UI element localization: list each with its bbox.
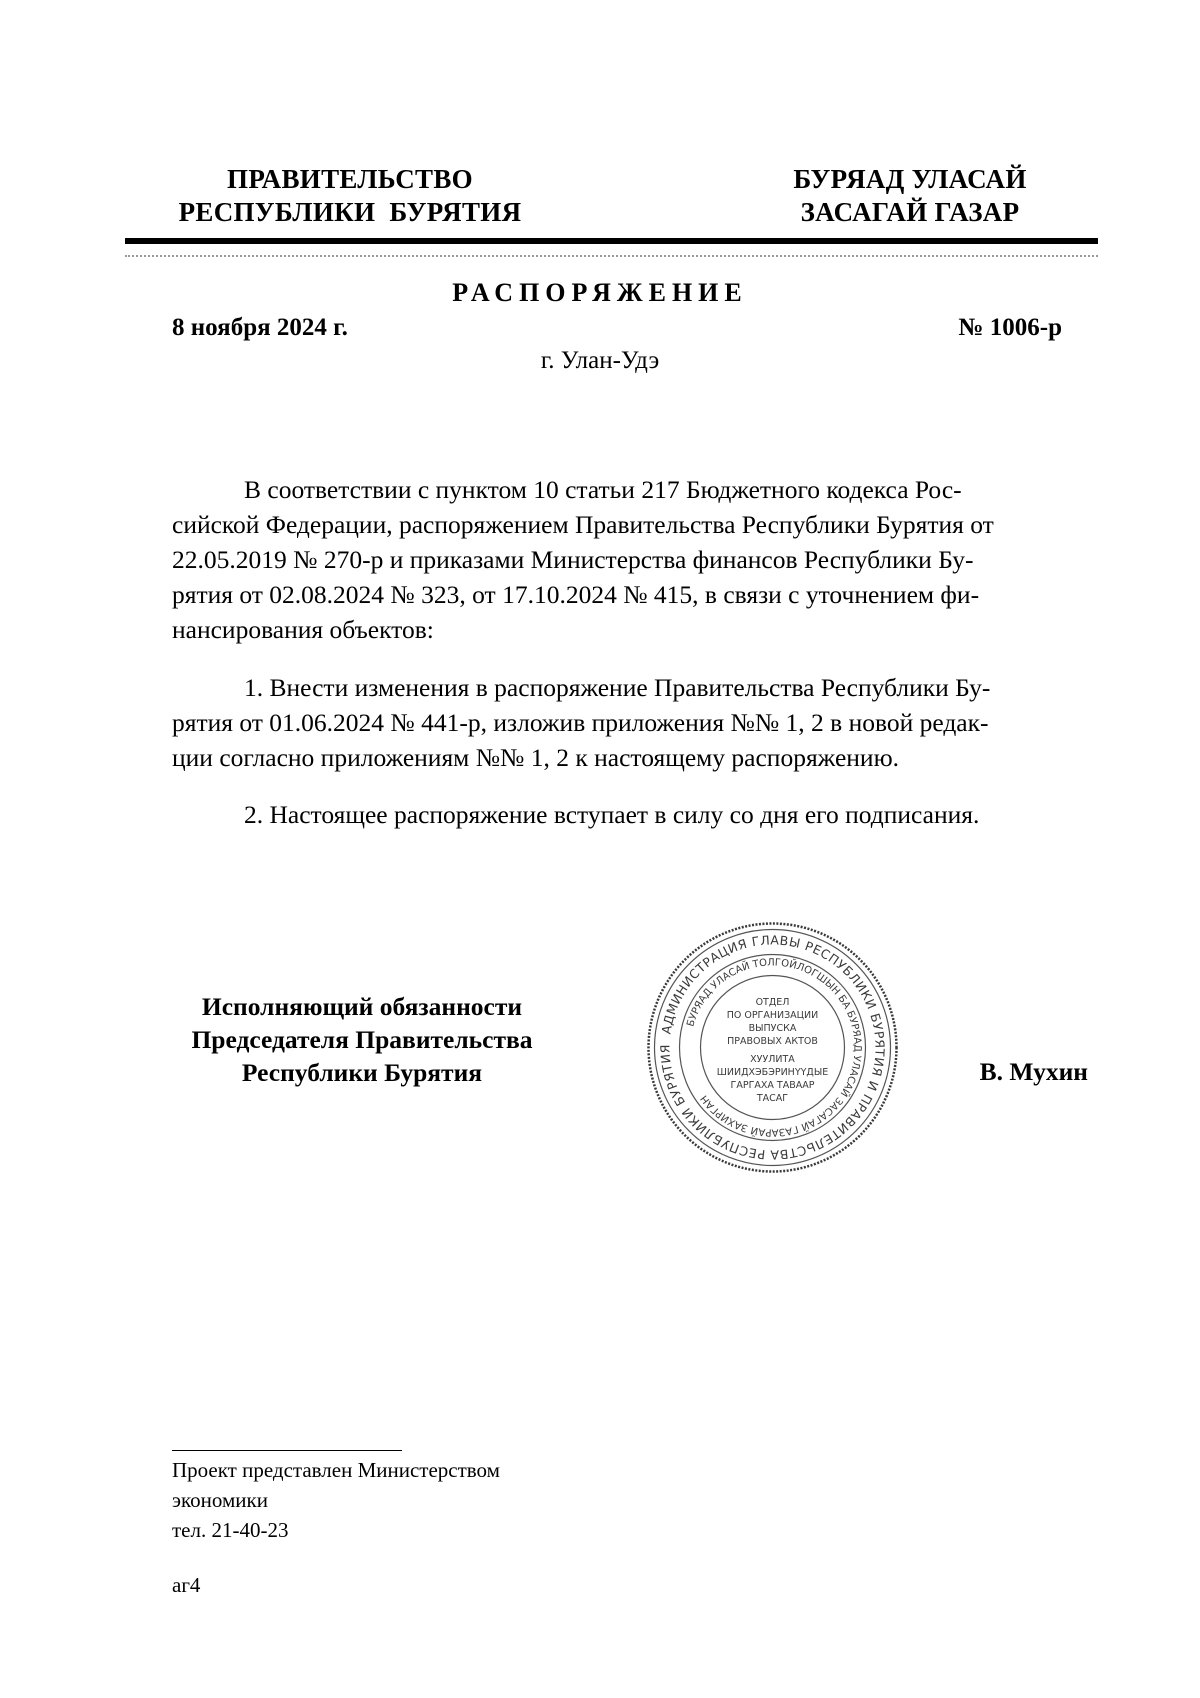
stamp-outer-text: АДМИНИСТРАЦИЯ ГЛАВЫ РЕСПУБЛИКИ БУРЯТИЯ И ПРАВИТЕЛЬСТВА РЕСПУБЛИКИ БУРЯТИЯ [657, 932, 888, 1163]
stamp-center-text [717, 997, 828, 1104]
stamp-center-line: ХУУЛИТА [750, 1054, 795, 1065]
stamp-middle-ring [680, 955, 866, 1141]
signer-name: В. Мухин [979, 1057, 1088, 1086]
stamp-center-line: ТАСАГ [756, 1093, 789, 1104]
document-date: 8 ноября 2024 г. [172, 314, 348, 341]
paragraph-item-1-line: ции согласно приложениям №№ 1, 2 к настоящему распоряжению. [172, 743, 899, 772]
paragraph-intro [172, 472, 1064, 647]
paragraph-item-1 [172, 670, 1064, 775]
stamp-center-line: ШИИДХЭБЭРИНҮҮДЫЕ [716, 1067, 829, 1078]
header-right-line-1: БУРЯАД УЛАСАЙ [793, 164, 1027, 194]
document-code: аг4 [172, 1573, 201, 1597]
stamp-center-line: ОТДЕЛ [755, 997, 790, 1008]
header-left-line-2: РЕСПУБЛИКИ БУРЯТИЯ [178, 197, 522, 227]
official-stamp-seal [645, 920, 900, 1175]
footnote-line: тел. 21-40-23 [172, 1518, 289, 1542]
document-number: № 1006-р [958, 314, 1062, 341]
header-right-line-2: ЗАСАГАЙ ГАЗАР [800, 197, 1020, 227]
signer-position-line: Республики Бурятия [241, 1058, 483, 1087]
signer-position [172, 990, 552, 1089]
footnote-line: экономики [172, 1488, 268, 1512]
footnote [172, 1455, 500, 1545]
stamp-center-line: ПО ОРГАНИЗАЦИИ [726, 1010, 819, 1021]
stamp-center-line: ГАРГАХА ТАВААР [730, 1080, 815, 1091]
header-divider-thin [125, 255, 1098, 257]
paragraph-item-1-line: 1. Внести изменения в распоряжение Правительства Республики Бу- [244, 673, 991, 702]
header-left-title [150, 163, 550, 229]
document-type-title: РАСПОРЯЖЕНИЕ [452, 278, 748, 307]
paragraph-intro-line: 22.05.2019 № 270-р и приказами Министерства финансов Республики Бу- [172, 545, 974, 574]
header-divider-thick [125, 238, 1098, 244]
signer-position-line: Исполняющий обязанности [201, 992, 523, 1021]
signer-position-line: Председателя Правительства [191, 1025, 533, 1054]
footnote-divider [172, 1450, 402, 1451]
stamp-inner-ring-text: БУРЯАД УЛАСАЙ ТОЛГОЙЛОГШЫН БА БУРЯАД УЛАСАЙ ЗАСАГАЙ ГАЗАРАЙ ЗАХИРГАН [685, 957, 863, 1138]
paragraph-intro-line: рятия от 02.08.2024 № 323, от 17.10.2024 № 415, в связи с уточнением фи- [172, 580, 980, 609]
paragraph-item-2-line: 2. Настоящее распоряжение вступает в силу со дня его подписания. [244, 800, 980, 829]
footnote-line: Проект представлен Министерством [172, 1458, 500, 1482]
paragraph-intro-line: нансирования объектов: [172, 615, 434, 644]
header-right-title [760, 163, 1060, 229]
paragraph-item-2 [172, 797, 1064, 832]
paragraph-intro-line: сийской Федерации, распоряжением Правительства Республики Бурятия от [172, 510, 994, 539]
document-city: г. Улан-Удэ [540, 347, 660, 374]
stamp-center-line: ПРАВОВЫХ АКТОВ [727, 1036, 818, 1047]
stamp-center-line: ВЫПУСКА [748, 1023, 797, 1034]
paragraph-intro-line: В соответствии с пунктом 10 статьи 217 Бюджетного кодекса Рос- [244, 475, 962, 504]
paragraph-item-1-line: рятия от 01.06.2024 № 441-р, изложив приложения №№ 1, 2 в новой редак- [172, 708, 989, 737]
header-left-line-1: ПРАВИТЕЛЬСТВО [227, 164, 473, 194]
